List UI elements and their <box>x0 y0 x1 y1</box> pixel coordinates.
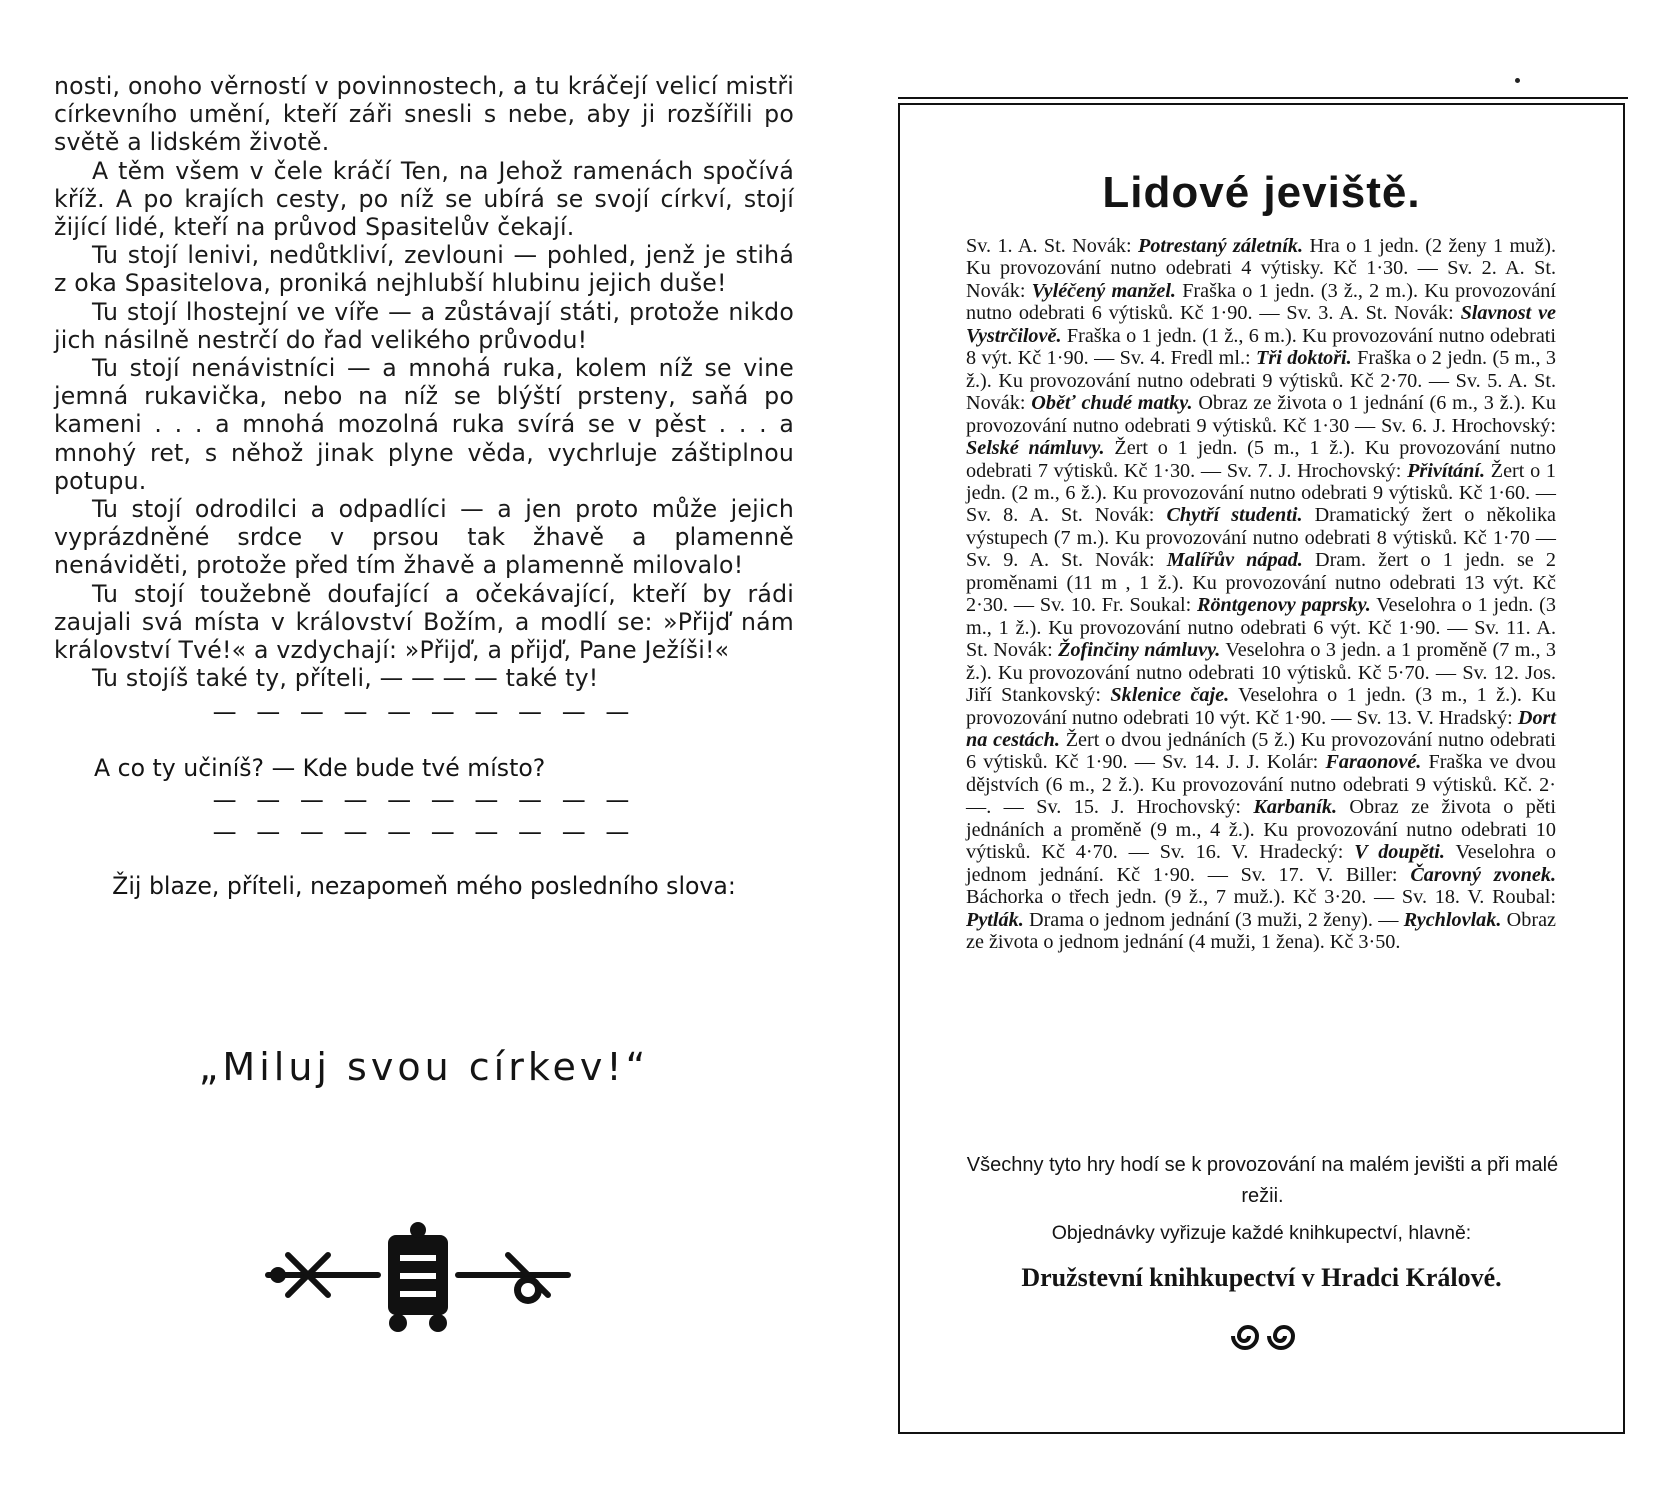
play-title: Karbaník. <box>1253 796 1337 819</box>
catalog-segment: Fraška ve dvou dějstvích (6 m., 2 ž.). Ku provozování nutno odebrati 9 výtisků. Kč. 2·—. — Sv. 15. J. Hrochovský: <box>966 751 1556 819</box>
play-title: Rychlovlak. <box>1403 908 1502 931</box>
catalog-segment: Veselohra o 1 jedn. (3 m., 1 ž.). Ku provozování nutno odebrati 10 výt. Kč 1·90. — Sv. 13. V. Hradský: <box>966 684 1556 729</box>
publisher-name: Družstevní knihkupectví v Hradci Králové. <box>1021 1263 1502 1292</box>
ink-dot <box>1515 78 1520 83</box>
catalog-segment: Žert o 1 jedn. (2 m., 6 ž.). Ku provozování nutno odebrati 9 výtisků. Kč 1·60. — Sv. 8. A. St. Novák: <box>966 459 1556 527</box>
play-title: Chytří studenti. <box>1166 504 1303 527</box>
dash-separator: — — — — — — — — — — <box>212 786 636 815</box>
swirl-ornament-icon <box>1225 1318 1301 1354</box>
dash-separator: — — — — — — — — — — <box>212 698 636 727</box>
paragraph: Tu stojíš také ty, příteli, — — — — také ty! <box>92 664 599 693</box>
catalog-segment: Veselohra o 3 jedn. a 1 proměně (7 m., 3 ž.). Ku provozování nutno odebrati 10 výtisků. Kč 5·70. — Sv. 12. Jos. Jiří Stankovský: <box>966 639 1557 707</box>
play-title: Faraonové. <box>1325 751 1422 774</box>
catalog-segment: Fraška o 2 jedn. (5 m., 3 ž.). Ku provozování nutno odebrati 9 výtisků. Kč 2·70. — Sv. 5. A. St. Novák: <box>966 347 1556 415</box>
catalog-segment: Fraška o 1 jedn. (3 ž., 2 m.). Ku provozování nutno odebrati 6 výtisků. Kč 1·90. — Sv. 3. A. St. Novák: <box>966 279 1557 325</box>
paragraph: Tu stojí nenávistníci — a mnohá ruka, kolem níž se vine jemná rukavička, nebo na níž se blýští prsteny, saňá po kameni . . . a mnohá mozolná ruka svírá se v pěst . . . a mnohý ret, s něhož jinak plyne věda, vychrluje záštiplnou potupu. <box>54 354 794 495</box>
play-title: Čarovný zvonek. <box>1410 863 1556 886</box>
catalog-segment: Fraška o 1 jedn. (1 ž., 6 m.). Ku provozování nutno odebrati 8 výt. Kč 1·90. — Sv. 4. Fredl ml.: <box>966 324 1556 370</box>
paragraph: Tu stojí odrodilci a odpadlíci — a jen proto může jejich vyprázdněné srdce v prsou tak žhavě a plamenně nenáviděti, protože před tím žhavě a plamenně milovalo! <box>54 495 794 580</box>
play-title: Slavnost ve Vystrčilově. <box>966 302 1556 347</box>
catalog-text <box>966 235 1556 954</box>
orders-text: Objednávky vyřizuje každé knihkupectví, hlavně: <box>1051 1222 1472 1244</box>
play-title: Potrestaný záletník. <box>1137 235 1304 257</box>
play-title: Žofinčiny námluvy. <box>1058 639 1221 662</box>
catalog-segment: Obraz ze života o pěti jednáních a proměně (9 m., 4 ž.). Ku provozování nutno odebrati 10 výtisků. Kč 4·70. — Sv. 16. V. Hradecký: <box>966 796 1557 864</box>
catalog-segment: Drama o jednom jednání (3 muži, 2 ženy). — <box>1023 908 1404 931</box>
paragraph: nosti, onoho věrností v povinnostech, a tu kráčejí velicí mistři církevního umění, kteří záři snesli s nebe, aby ji rozšířili po světě a lidském životě. <box>54 72 794 157</box>
page-title: Lidové jeviště. <box>1102 168 1421 217</box>
dash-separator: — — — — — — — — — — <box>212 818 636 847</box>
play-title: Pytlák. <box>966 908 1024 931</box>
play-title: Přivítání. <box>1407 459 1486 482</box>
play-title: V doupěti. <box>1354 841 1445 864</box>
play-title: Vyléčený manžel. <box>1031 279 1176 302</box>
paragraph: Tu stojí lhostejní ve víře — a zůstávají státi, protože nikdo jich násilně nestrčí do řad velikého průvodu! <box>54 297 794 354</box>
catalog-segment: Žert o 1 jedn. (5 m., 1 ž.). Ku provozování nutno odebrati 7 výtisků. Kč 1·30. — Sv. 7. J. Hrochovský: <box>966 437 1556 482</box>
catalog-segment: Sv. 1. A. St. Novák: <box>966 235 1138 257</box>
catalog-segment: Hra o 1 jedn. (2 ženy 1 muž). Ku provozování nutno odebrati 4 výtisky. Kč 1·30. — Sv. 2. A. St. Novák: <box>966 235 1556 302</box>
catalog-segment: Báchorka o třech jedn. (9 ž., 7 muž.). Kč 3·20. — Sv. 18. V. Roubal: <box>966 886 1556 909</box>
left-page <box>54 72 794 900</box>
catalog-segment: Veselohra o 1 jedn. (3 m., 1 ž.). Ku provozování nutno odebrati 6 výt. Kč 1·90. — Sv. 11. A. St. Novák: <box>966 594 1556 662</box>
catalog-segment: Dramatický žert o několika výstupech (7 m.). Ku provozování nutno odebrati 8 výtisků. Kč 1·70 — Sv. 9. A. St. Novák: <box>966 504 1557 572</box>
play-title: Malířův nápad. <box>1166 549 1303 572</box>
note-text: Všechny tyto hry hodí se k provozování na malém jevišti a při malé režii. <box>966 1154 1559 1207</box>
paragraph: Tu stojí lenivi, nedůtkliví, zevlouni — pohled, jenž je stihá z oka Spasitelova, proniká nejhlubší hlubinu jejich duše! <box>54 241 794 298</box>
catalog-segment: Dram. žert o 1 jedn. se 2 proměnami (11 m , 1 ž.). Ku provozování nutno odebrati 13 výt. Kč 2·30. — Sv. 10. Fr. Soukal: <box>966 549 1556 617</box>
play-title: Oběť chudé matky. <box>1031 392 1193 415</box>
question-line: A co ty učiníš? — Kde bude tvé místo? <box>94 754 546 783</box>
play-title: Dort na cestách. <box>966 706 1556 751</box>
decorative-ornament-icon <box>258 1215 578 1335</box>
play-title: Sklenice čaje. <box>1110 684 1230 707</box>
top-rule <box>898 97 1628 99</box>
play-title: Röntgenovy paprsky. <box>1197 594 1371 617</box>
play-title: Selské námluvy. <box>966 437 1105 460</box>
catalog-segment: Obraz ze života o 1 jednání (6 m., 3 ž.). Ku provozování nutno odebrati 9 výtisků. Kč 1·30 — Sv. 6. J. Hrochovský: <box>966 392 1556 437</box>
catalog-segment: Obraz ze života o jednom jednání (4 muži, 1 žena). Kč 3·50. <box>966 908 1556 954</box>
paragraph: Tu stojí toužebně doufající a očekávající, kteří by rádi zaujali svá místa v království Božím, a modlí se: »Přijď nám království Tvé!« a vzdychají: »Přijď, a přijď, Pane Ježíši!« <box>54 579 794 665</box>
play-title: Tři doktoři. <box>1256 347 1352 370</box>
motto: „Miluj svou církev!“ <box>198 1045 650 1089</box>
paragraph: A těm všem v čele kráčí Ten, na Jehož ramenách spočívá kříž. A po krajích cesty, po níž se ubírá se svojí církví, stojí žijící lidé, kteří na průvod Spasitelův čekají. <box>54 156 794 242</box>
catalog-segment: Žert o dvou jednáních (5 ž.) Ku provozování nutno odebrati 6 výtisků. Kč 1·90. — Sv. 14. J. J. Kolár: <box>966 728 1556 774</box>
farewell-line: Žij blaze, příteli, nezapomeň mého posledního slova: <box>112 872 736 901</box>
catalog-segment: Veselohra o jednom jednání. Kč 1·90. — Sv. 17. V. Biller: <box>966 841 1556 886</box>
